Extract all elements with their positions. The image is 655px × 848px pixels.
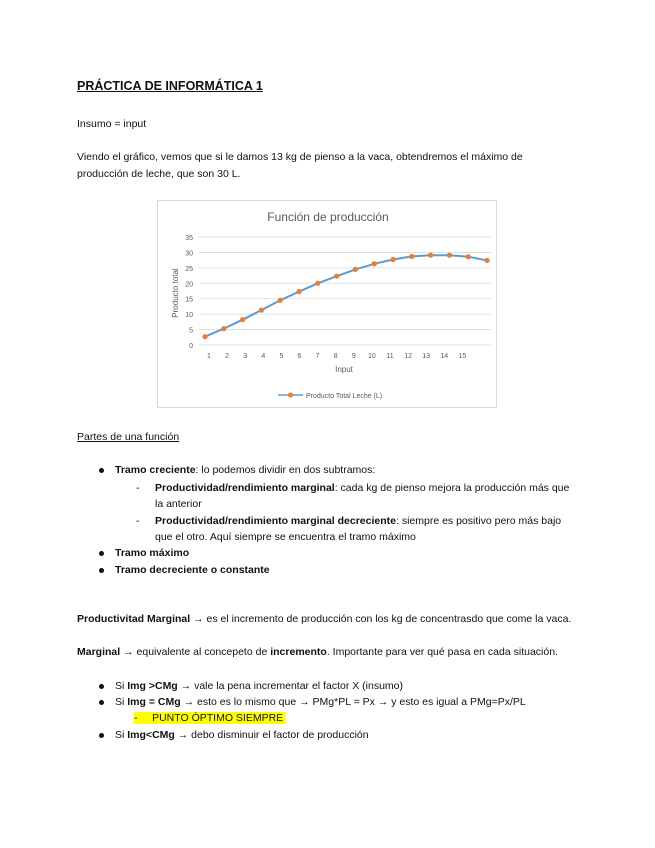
y-tick-label: 15 [185,296,193,304]
tramo-creciente-bold: Tramo creciente [115,464,196,476]
x-tick-label: 15 [458,353,467,360]
bullet-dot [99,468,104,473]
data-point [315,281,320,286]
subtramo-1-text: : cada kg de pienso mejora la producción más que [334,482,570,494]
subtramo-2-text: : siempre es positivo pero más bajo [395,515,562,527]
subtramo-2-item [155,515,561,527]
rule-2-prefix: Si [115,696,128,708]
tramo-maximo-bold: Tramo máximo [115,547,190,559]
intro-line-2: producción de leche, que son 30 L. [77,168,241,180]
rule-1-bold: Img >CMg [127,680,178,692]
x-tick-label: 1 [207,353,211,360]
x-tick-label: 10 [368,353,376,360]
legend-series-label: Producto Total Leche (L) [306,393,383,400]
chart-gridlines [199,237,491,345]
rule-3-text: → debo disminuir el factor de producción [174,729,369,741]
y-tick-label: 5 [189,327,193,335]
chart-svg [158,201,498,409]
rule-3-item [115,729,369,741]
pmg-bold: Productivitad Marginal [77,613,191,625]
data-point [259,308,264,313]
legend-marker-swatch [288,393,293,398]
y-tick-label: 35 [185,235,193,242]
data-point [278,298,283,303]
x-tick-label: 7 [315,353,320,360]
punto-optimo-text: PUNTO ÓPTIMO SIEMPRE [152,712,284,724]
rule-2-text: → esto es lo mismo que → PMg*PL = Px → y esto es igual a PMg=Px/PL [180,696,526,708]
data-point [372,261,377,266]
y-tick-label: 20 [185,281,193,289]
x-tick-label: 5 [279,353,284,360]
rule-2-item [115,696,526,708]
pmg-text: → es el incremento de producción con los kg de concentrasdo que come la vaca. [190,613,572,625]
subtramo-1-line-2: la anterior [155,498,202,510]
data-point [484,258,489,263]
x-tick-label: 6 [297,353,302,360]
rule-1-item [115,680,403,692]
subtramo-1-item [155,482,569,494]
marginal-paragraph [77,646,558,658]
marginal-text-2: . Importante para ver qué pasa en cada situación. [326,646,558,658]
rule-3-bold: Img<CMg [127,729,175,741]
chart-x-axis-label: Input [335,365,353,374]
bullet-dot [99,700,104,705]
dash-marker: - [136,515,140,527]
bullet-dot [99,684,104,689]
marginal-text-1: → equivalente al concepeto de [120,646,271,658]
chart-y-axis-label: Producto total [171,268,180,318]
data-point [334,274,339,279]
data-point [409,254,414,259]
rule-3-prefix: Si [115,729,128,741]
rule-1-text: → vale la pena incrementar el factor X (insumo) [177,680,403,692]
data-point [202,334,207,339]
data-point [353,267,358,272]
series-line [205,255,487,337]
intro-line-1: Viendo el gráfico, vemos que si le damos 13 kg de pienso a la vaca, obtendremos el máximo de [77,151,523,163]
chart-ticks [185,235,466,360]
bullet-dot [99,733,104,738]
tramo-decreciente-bold: Tramo decreciente o constante [115,564,270,576]
optimo-highlight [134,712,285,724]
x-tick-label: 14 [440,353,449,360]
subtramo-1-bold: Productividad/rendimiento marginal [155,482,335,494]
x-tick-label: 3 [243,353,248,360]
tramo-maximo-item [115,547,189,559]
chart-title: Función de producción [267,210,389,224]
rule-2-bold: Img = CMg [127,696,181,708]
tramo-decreciente-item [115,564,270,576]
y-tick-label: 30 [185,250,193,258]
data-point [447,253,452,258]
data-point [221,326,226,331]
x-tick-label: 12 [404,353,412,360]
section-title: Partes de una función [77,431,180,443]
x-tick-label: 4 [261,353,266,360]
x-tick-label: 13 [422,353,431,360]
production-chart [157,200,497,408]
chart-legend [278,393,382,401]
subtramo-2-line-2: que el otro. Aquí siempre se encuentra el tramo máximo [155,531,416,543]
y-tick-label: 10 [185,312,193,320]
tramo-creciente-text: : lo podemos dividir en dos subtramos: [195,464,376,476]
marginal-bold-2: incremento [270,646,327,658]
x-tick-label: 9 [351,353,356,360]
productividad-marginal-paragraph [77,613,571,625]
tramo-creciente-item [115,464,375,476]
y-tick-label: 25 [185,265,193,273]
bullet-dot [99,568,104,573]
insumo-line: Insumo = input [77,118,147,130]
data-point [296,289,301,294]
data-point [390,257,395,262]
document-title: PRÁCTICA DE INFORMÁTICA 1 [77,79,263,93]
data-point [240,317,245,322]
data-point [428,253,433,258]
x-tick-label: 2 [225,353,230,360]
dash-marker: - [136,482,140,494]
chart-series [202,253,489,340]
x-tick-label: 11 [386,353,394,360]
dash-marker: - [134,712,153,724]
subtramo-2-bold: Productividad/rendimiento marginal decreciente [155,515,396,527]
marginal-bold: Marginal [77,646,121,658]
x-tick-label: 8 [333,353,338,360]
bullet-dot [99,551,104,556]
y-tick-label: 0 [189,343,193,350]
data-point [466,254,471,259]
rule-1-prefix: Si [115,680,128,692]
